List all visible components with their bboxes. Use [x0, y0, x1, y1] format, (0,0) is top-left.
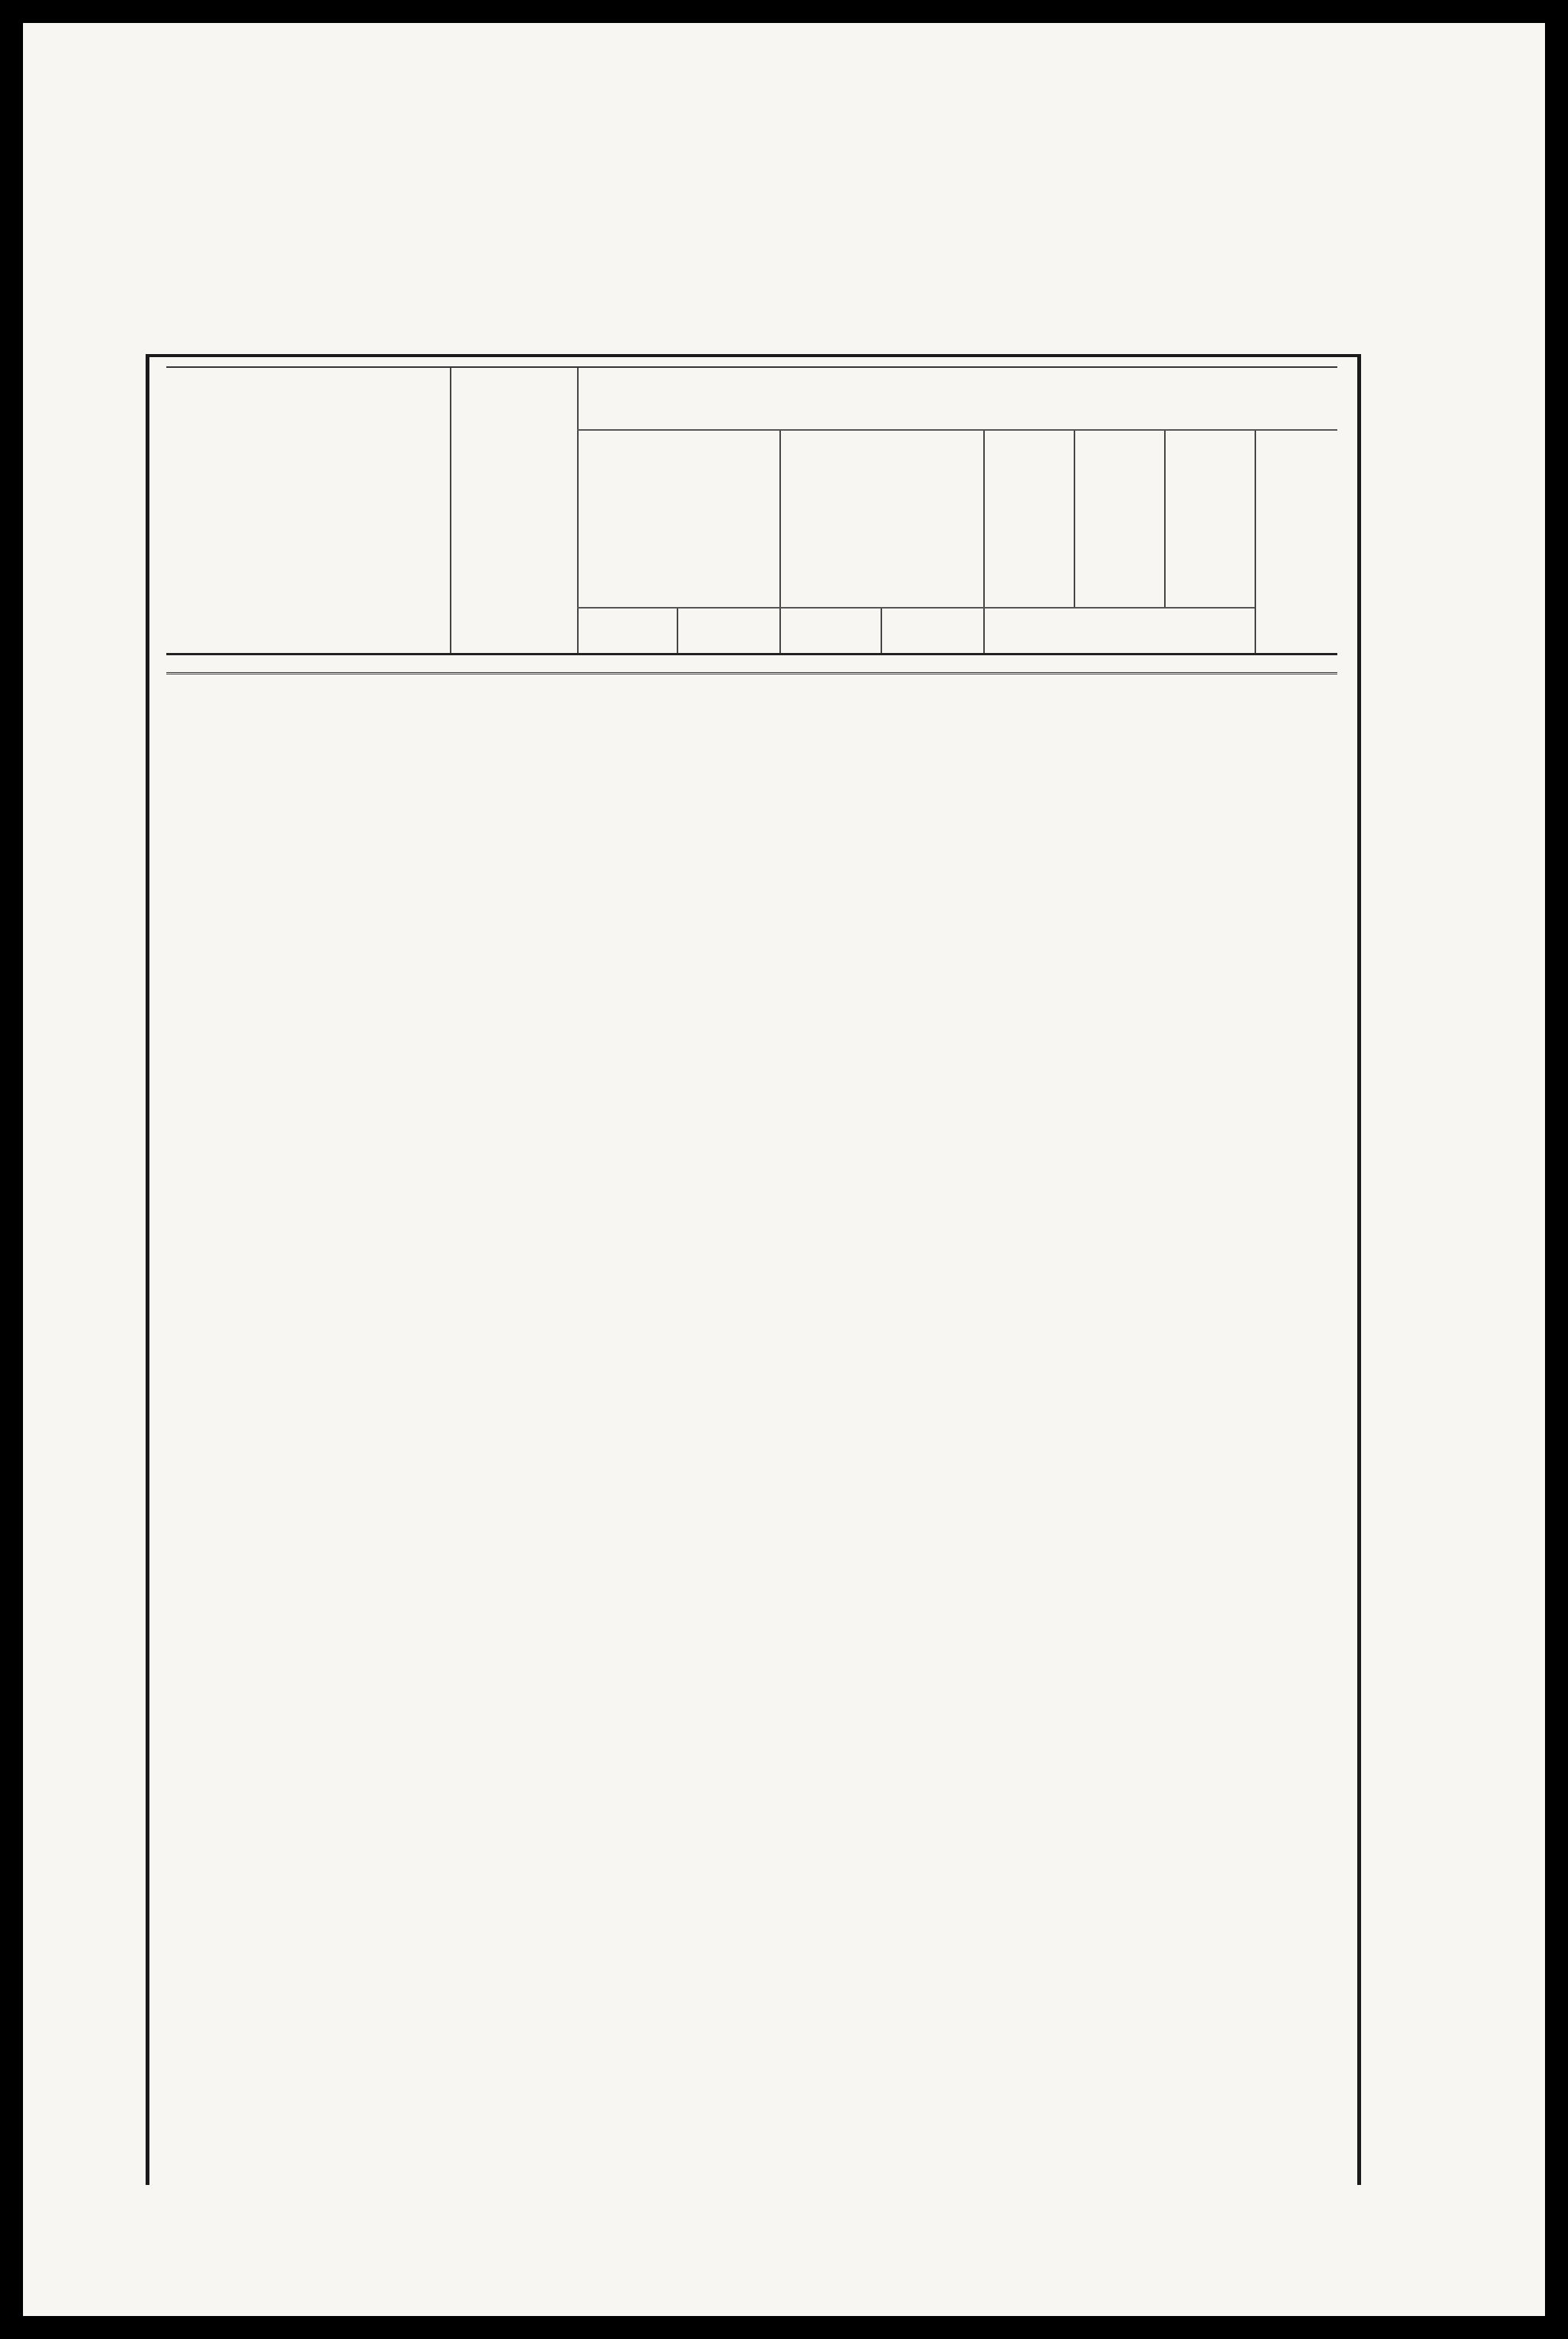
election-table — [146, 354, 1361, 2185]
table-body — [166, 655, 1337, 674]
page — [23, 23, 1545, 2316]
table-inner — [166, 366, 1337, 674]
table-header — [166, 368, 1337, 655]
header-deutschnational — [1087, 438, 1152, 599]
header-total-votes — [473, 382, 557, 642]
running-head — [23, 176, 1545, 222]
header-tschechisch-national — [1178, 438, 1242, 599]
summary-group — [166, 655, 1337, 674]
header-sozialdemokratisch — [997, 438, 1061, 599]
header-unbestimmt — [1262, 438, 1331, 647]
